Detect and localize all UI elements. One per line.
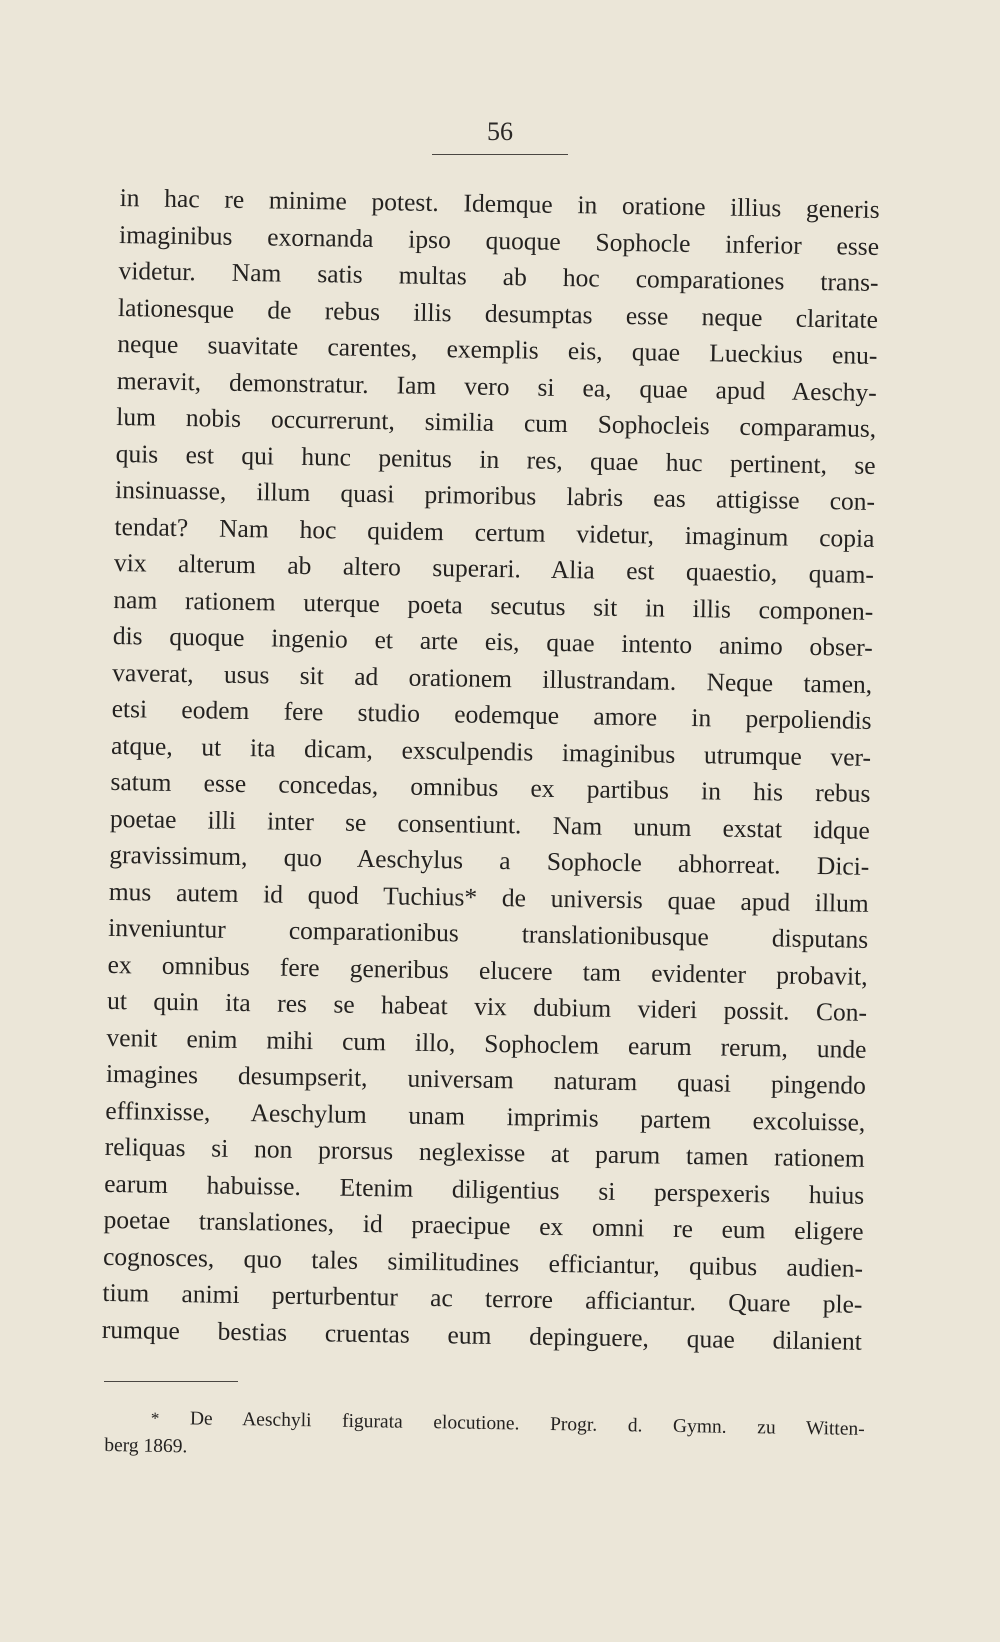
footnote	[104, 1404, 865, 1472]
text-line: vix alterum ab altero superari. Alia est quaestio, quam-	[113, 547, 875, 589]
footnote-marker: *	[150, 1408, 160, 1428]
text-line: effinxisse, Aeschylum unam imprimis partem excoluisse,	[105, 1095, 866, 1137]
text-line: neque suavitate carentes, exemplis eis, quae Lueckius enu-	[117, 328, 878, 370]
footnote-text: De Aeschyli figurata elocutione. Progr. d. Gymn. zu Witten-	[189, 1408, 865, 1440]
text-line: ex omnibus fere generibus elucere tam evidenter probavit,	[107, 949, 868, 991]
text-line: in hac re minime potest. Idemque in oratione illius generis	[119, 182, 880, 224]
header-rule	[432, 154, 568, 155]
text-line: ut quin ita res se habeat vix dubium videri possit. Con-	[106, 985, 868, 1027]
text-line: lationesque de rebus illis desumptas esse neque claritate	[117, 292, 879, 334]
text-line: meravit, demonstratur. Iam vero si ea, quae apud Aeschy-	[116, 365, 877, 407]
text-line: vaverat, usus sit ad orationem illustrandam. Neque tamen,	[112, 657, 873, 699]
text-line: venit enim mihi cum illo, Sophoclem earum rerum, unde	[106, 1022, 867, 1064]
text-line: poetae translationes, id praecipue ex omni re eum eligere	[103, 1204, 864, 1246]
text-line: mus autem id quod Tuchius* de universis quae apud illum	[108, 876, 869, 918]
footnote-rule	[104, 1381, 238, 1382]
text-line: reliquas si non prorsus neglexisse at parum tamen rationem	[104, 1131, 865, 1173]
text-line: videtur. Nam satis multas ab hoc comparationes trans-	[118, 255, 879, 297]
text-line: inveniuntur comparationibus translationibusque disputans	[108, 912, 869, 954]
page-number: 56	[487, 117, 513, 146]
text-line: etsi eodem fere studio eodemque amore in perpoliendis	[111, 693, 872, 735]
text-line: tium animi perturbentur ac terrore afficiantur. Quare ple-	[102, 1277, 863, 1319]
text-line: lum nobis occurrerunt, similia cum Sophocleis comparamus,	[116, 401, 877, 443]
body-text	[102, 180, 880, 1360]
text-line: gravissimum, quo Aeschylus a Sophocle abhorreat. Dici-	[109, 839, 870, 881]
text-line: imagines desumpserit, universam naturam quasi pingendo	[105, 1058, 867, 1100]
text-line: earum habuisse. Etenim diligentius si perspexeris huius	[104, 1168, 865, 1210]
text-line: insinuasse, illum quasi primoribus labris eas attigisse con-	[114, 474, 876, 516]
text-line: poetae illi inter se consentiunt. Nam unum exstat idque	[109, 803, 871, 845]
text-line: imaginibus exornanda ipso quoque Sophocle inferior esse	[118, 219, 880, 261]
text-line: tendat? Nam hoc quidem certum videtur, imaginum copia	[114, 511, 875, 553]
text-line: quis est qui hunc penitus in res, quae huc pertinent, se	[115, 438, 876, 480]
text-line: cognosces, quo tales similitudines efficiantur, quibus audien-	[102, 1241, 864, 1283]
text-line: dis quoque ingenio et arte eis, quae intento animo obser-	[112, 620, 873, 662]
footnote-line: berg 1869.	[104, 1434, 188, 1458]
text-line: rumque bestias cruentas eum depinguere, quae dilanient	[101, 1314, 863, 1356]
text-line: atque, ut ita dicam, exsculpendis imaginibus utrumque ver-	[110, 730, 872, 772]
text-line: nam rationem uterque poeta secutus sit in illis componen-	[113, 584, 874, 626]
text-line: satum esse concedas, omnibus ex partibus in his rebus	[110, 766, 871, 808]
